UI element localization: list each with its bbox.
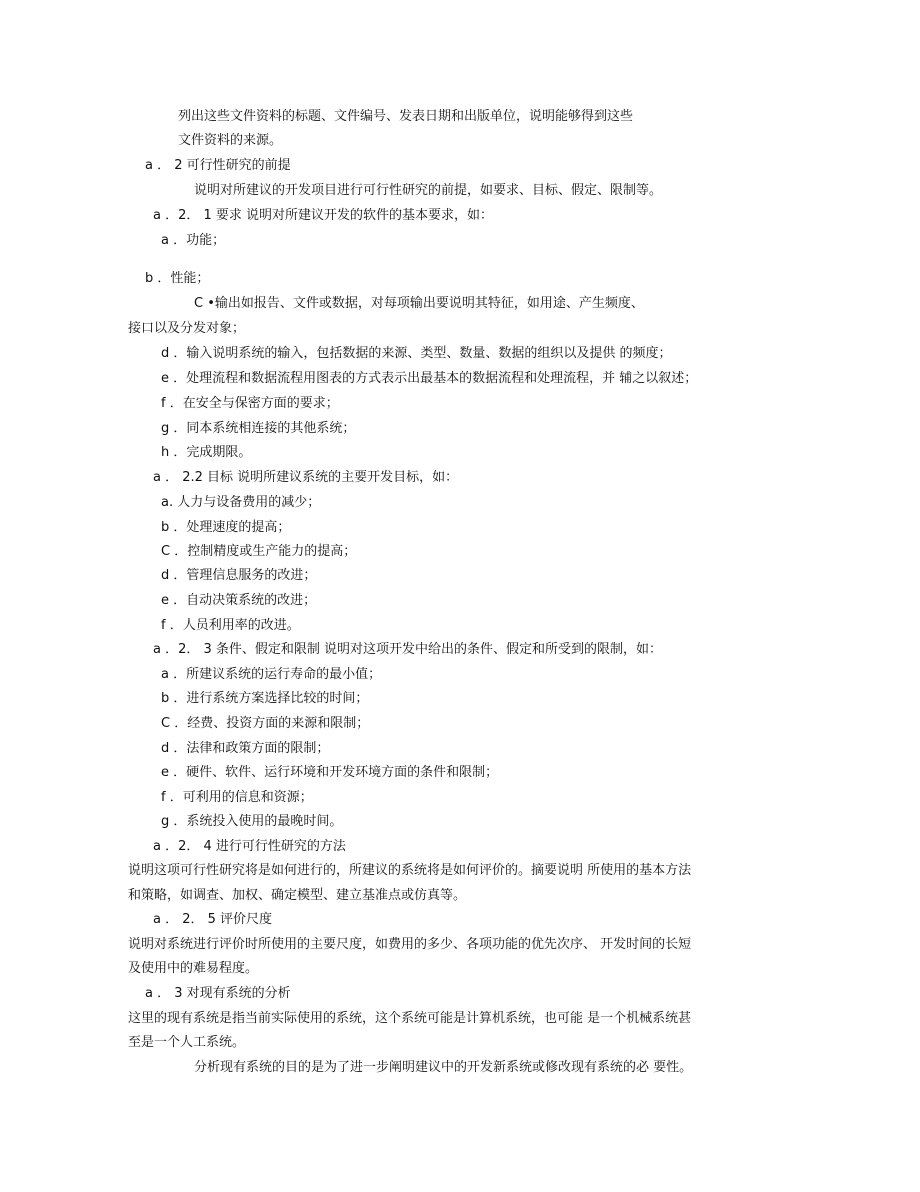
list-item: a. 人力与设备费用的减少； [161,495,321,510]
list-item: f ．人员利用率的改进。 [161,618,300,633]
section-heading: a ． 3 对现有系统的分析 [145,986,291,1001]
list-item: e ．自动决策系统的改进； [161,593,317,608]
list-item: a ．所建议系统的运行寿命的最小值； [161,667,382,682]
text-line: 说明对所建议的开发项目进行可行性研究的前提，如要求、目标、假定、限制等。 [194,183,663,198]
list-item: a ．功能； [161,233,226,248]
list-item: h ．完成期限。 [161,445,252,460]
text-line: 至是一个人工系统。 [128,1035,246,1050]
list-item: b ．性能； [145,271,210,286]
list-item: d ．输入说明系统的输入，包括数据的来源、类型、数量、数据的组织以及提供 的频度； [161,346,672,361]
text-line: 及使用中的难易程度。 [128,961,259,976]
list-item: C ．控制精度或生产能力的提高； [161,544,357,559]
list-item: b ．进行系统方案选择比较的时间； [161,691,369,706]
list-item: C ．经费、投资方面的来源和限制； [161,716,370,731]
section-heading: a ．2． 1 要求 说明对所建议开发的软件的基本要求，如： [153,208,494,223]
list-item: f ．可利用的信息和资源； [161,790,313,805]
text-line: 列出这些文件资料的标题、文件编号、发表日期和出版单位，说明能够得到这些 [178,109,634,124]
text-line: 说明对系统进行评价时所使用的主要尺度，如费用的多少、各项功能的优先次序、 开发时间的长短 [128,937,692,952]
text-line: 这里的现有系统是指当前实际使用的系统，这个系统可能是计算机系统，也可能 是一个机械系统甚 [128,1011,692,1026]
list-item: C •输出如报告、文件或数据，对每项输出要说明其特征，如用途、产生频度、 [194,296,644,311]
text-line: 和策略，如调查、加权、确定模型、建立基准点或仿真等。 [128,888,467,903]
list-item: g ．同本系统相连接的其他系统； [161,421,356,436]
list-item: g ．系统投入使用的最晚时间。 [161,814,343,829]
text-line: 文件资料的来源。 [178,133,283,148]
list-item: d ．管理信息服务的改进； [161,568,317,583]
list-item: e ．处理流程和数据流程用图表的方式表示出最基本的数据流程和处理流程，并 辅之以叙述； [161,371,698,386]
list-item: e ．硬件、软件、运行环境和开发环境方面的条件和限制； [161,765,499,780]
list-item: b ．处理速度的提高； [161,520,291,535]
section-heading: a ．2． 4 进行可行性研究的方法 [153,839,346,854]
section-heading: a ． 2.2 目标 说明所建议系统的主要开发目标，如： [153,470,459,485]
section-heading: a ． 2． 5 评价尺度 [153,912,273,927]
text-line: 接口以及分发对象； [128,321,246,336]
section-heading: a ．2． 3 条件、假定和限制 说明对这项开发中给出的条件、假定和所受到的限制，如： [153,642,663,657]
text-line: 分析现有系统的目的是为了进一步阐明建议中的开发新系统或修改现有系统的必 要性。 [194,1060,693,1075]
list-item: f ．在安全与保密方面的要求； [161,396,339,411]
section-heading: a ． 2 可行性研究的前提 [145,158,291,173]
text-line: 说明这项可行性研究将是如何进行的，所建议的系统将是如何评价的。摘要说明 所使用的基本方法 [128,863,692,878]
list-item: d ．法律和政策方面的限制； [161,741,330,756]
